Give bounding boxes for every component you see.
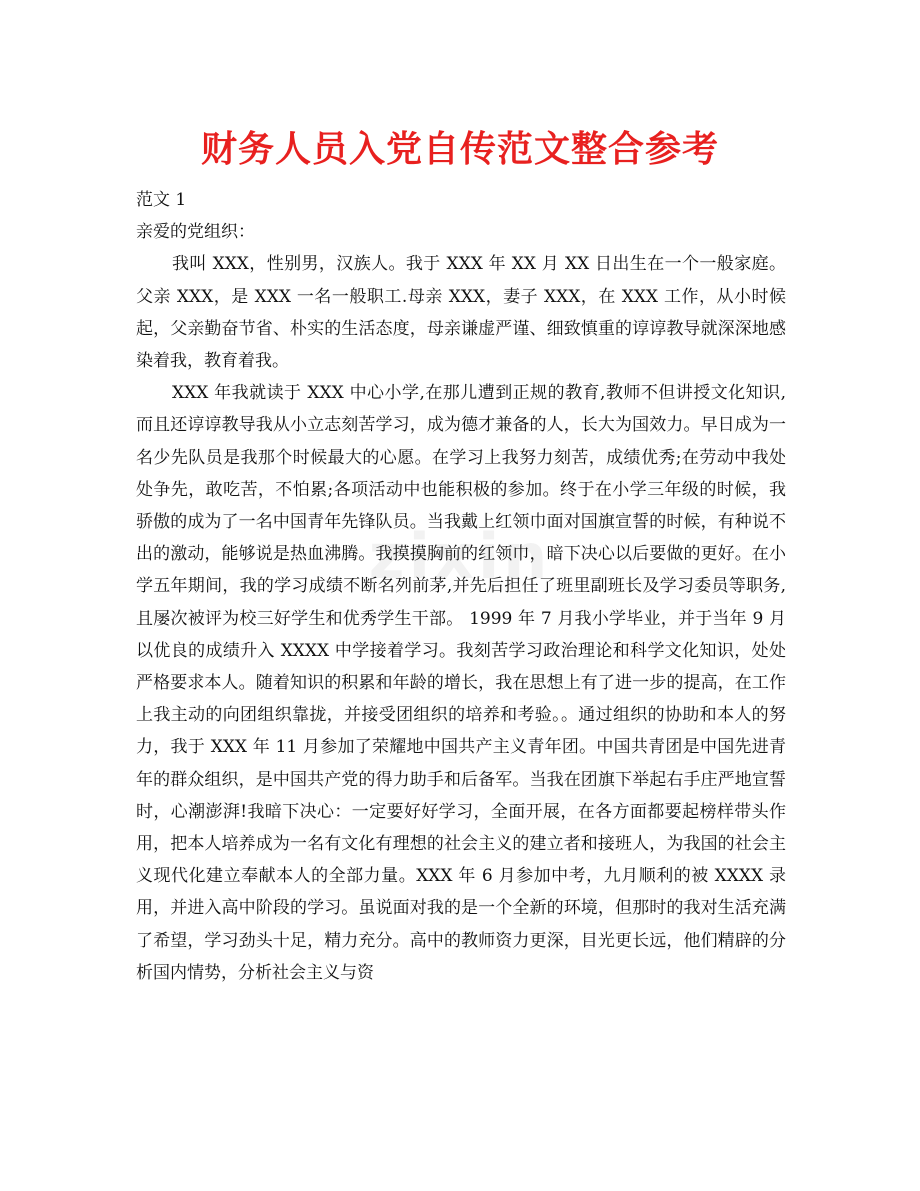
document-body [136, 184, 786, 989]
salutation: 亲爱的党组织： [136, 222, 255, 243]
document-title: 财务人员入党自传范文整合参考 [200, 129, 719, 170]
watermark: zixin [368, 520, 552, 593]
paragraph-2: XXX 年我就读于 XXX 中心小学,在那儿遭到正规的教育,教师不但讲授文化知识,而且还谆谆教导我从小立志刻苦学习，成为德才兼备的人，长大为国效力。早日成为一名少先队员是我那个时候最大的心愿。在学习上我努力刻苦，成绩优秀;在劳动中我处处争先，敢吃苦，不怕累;各项活动中也能积极的参加。终于在小学三年级的时候，我骄傲的成为了一名中国青年先锋队员。当我戴上红领巾面对国旗宣誓的时候，有种说不出的激动，能够说是热血沸腾。我摸摸胸前的红领巾，暗下决心以后要做的更好。在小学五年期间，我的学习成绩不断名列前茅,并先后担任了班里副班长及学习委员等职务,且屡次被评为校三好学生和优秀学生干部。 1999 年 7 月我小学毕业，并于当年 9 月以优良的成绩升入 XXXX 中学接着学习。我刻苦学习政治理论和科学文化知识，处处严格要求本人。随着知识的积累和年龄的增长，我在思想上有了进一步的提高，在工作上我主动的向团组织靠拢，并接受团组织的培养和考验。。通过组织的协助和本人的努力，我于 XXX 年 11 月参加了荣耀地中国共产主义青年团。中国共青团是中国先进青年的群众组织，是中国共产党的得力助手和后备军。当我在团旗下举起右手庄严地宣誓时，心潮澎湃!我暗下决心：一定要好好学习，全面开展，在各方面都要起榜样带头作用，把本人培养成为一名有文化有理想的社会主义的建立者和接班人，为我国的社会主义现代化建立奉献本人的全部力量。XXX 年 6 月参加中考，九月顺利的被 XXXX 录用，并进入高中阶段的学习。虽说面对我的是一个全新的环境，但那时的我对生活充满了希望，学习劲头十足，精力充分。高中的教师资力更深，目光更长远，他们精辟的分析国内情势，分析社会主义与资 [136, 383, 786, 983]
section-heading: 范文 1 [136, 190, 187, 210]
paragraph-1: 我叫 XXX，性别男，汉族人。我于 XXX 年 XX 月 XX 日出生在一个一般家庭。父亲 XXX，是 XXX 一名一般职工.母亲 XXX，妻子 XXX，在 XXX 工作，从小时候起，父亲勤奋节省、朴实的生活态度，母亲谦虚严谨、细致慎重的谆谆教导就深深地感染着我，教育着我。 [136, 254, 786, 372]
